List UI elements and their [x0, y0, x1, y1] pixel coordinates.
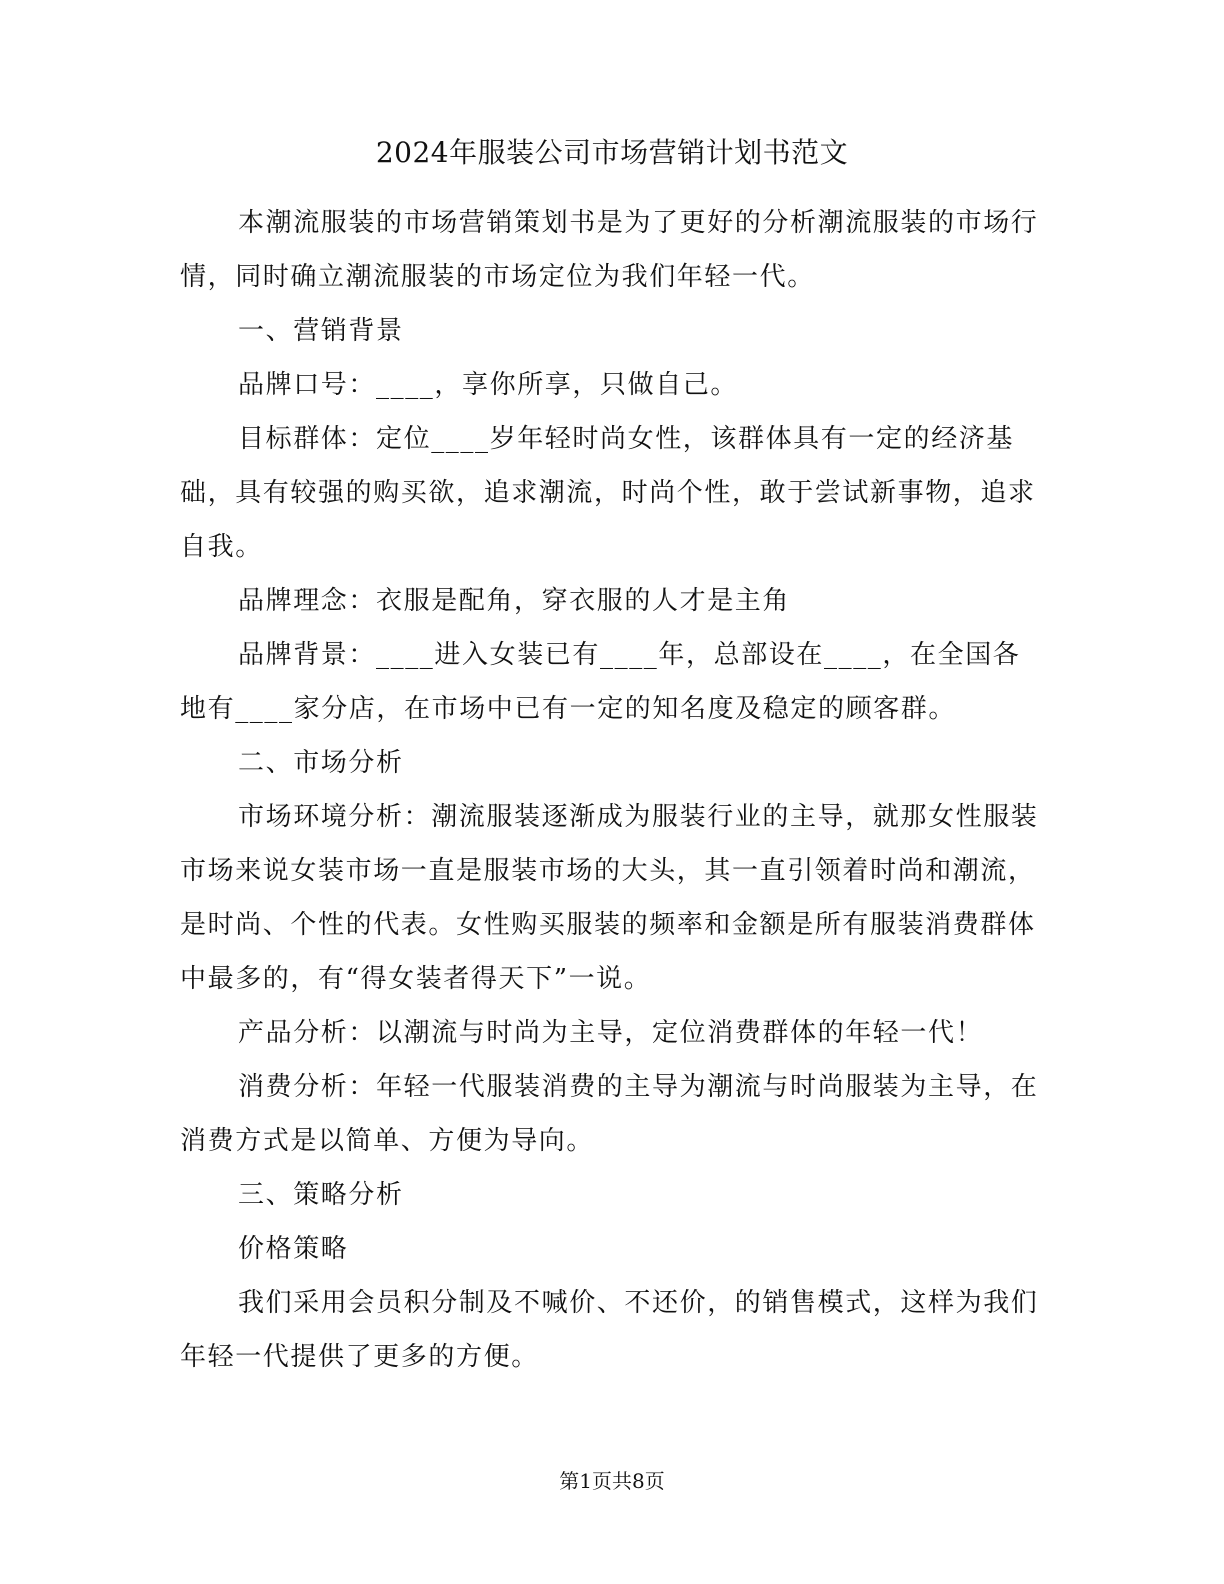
paragraph-intro: 本潮流服装的市场营销策划书是为了更好的分析潮流服装的市场行情，同时确立潮流服装的市场定位为我们年轻一代。 — [180, 208, 1039, 292]
paragraph-target-group: 目标群体：定位____岁年轻时尚女性，该群体具有一定的经济基础，具有较强的购买欲，追求潮流，时尚个性，敢于尝试新事物，追求自我。 — [180, 424, 1036, 562]
paragraph-product-analysis: 产品分析：以潮流与时尚为主导，定位消费群体的年轻一代！ — [238, 1018, 984, 1048]
paragraph-price-strategy: 我们采用会员积分制及不喊价、不还价，的销售模式，这样为我们年轻一代提供了更多的方便。 — [180, 1288, 1039, 1372]
paragraph-consumption-analysis: 消费分析：年轻一代服装消费的主导为潮流与时尚服装为主导，在消费方式是以简单、方便为导向。 — [180, 1072, 1039, 1156]
section-heading-strategy-analysis: 三、策略分析 — [238, 1180, 404, 1210]
document-body — [180, 196, 1040, 1384]
page-number-footer: 第1页共8页 — [559, 1469, 665, 1493]
section-heading-market-analysis: 二、市场分析 — [238, 748, 404, 778]
section-heading-marketing-background: 一、营销背景 — [238, 316, 404, 346]
paragraph-brand-background: 品牌背景：____进入女装已有____年，总部设在____，在全国各地有____家分店，在市场中已有一定的知名度及稳定的顾客群。 — [180, 640, 1021, 724]
document-title: 2024年服装公司市场营销计划书范文 — [375, 136, 849, 169]
paragraph-brand-slogan: 品牌口号：____，享你所享，只做自己。 — [238, 370, 739, 400]
subheading-price-strategy: 价格策略 — [238, 1234, 349, 1264]
paragraph-market-environment: 市场环境分析：潮流服装逐渐成为服装行业的主导，就那女性服装市场来说女装市场一直是服装市场的大头，其一直引领着时尚和潮流，是时尚、个性的代表。女性购买服装的频率和金额是所有服装消费群体中最多的，有“得女装者得天下”一说。 — [180, 802, 1039, 994]
paragraph-brand-concept: 品牌理念：衣服是配角，穿衣服的人才是主角 — [238, 586, 791, 616]
